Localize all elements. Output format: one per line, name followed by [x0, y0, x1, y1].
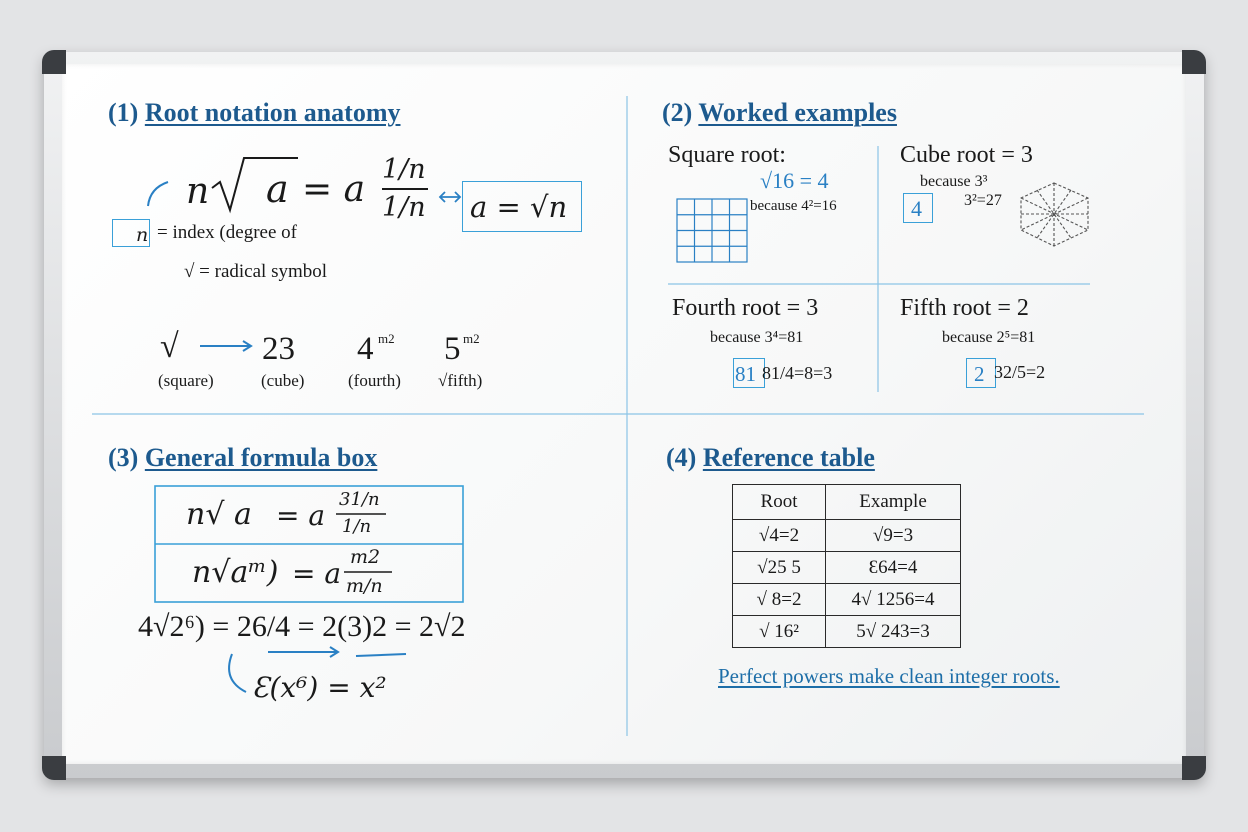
table-header: Root [733, 485, 826, 520]
example-cube-symbol: 23 [262, 331, 295, 367]
formula-row2-eq: = a [292, 557, 342, 590]
example-fifth-symbol: 5 [444, 331, 461, 367]
table-cell: √25 5 [733, 552, 826, 584]
table-cell: 4√ 1256=4 [826, 584, 961, 616]
section-title: Reference table [702, 443, 875, 472]
fifth-root-check: 32/5=2 [994, 362, 1046, 382]
fourth-root-because: because 3⁴=81 [710, 329, 804, 346]
square-root-title: Square root: [668, 142, 786, 168]
formula-row2-numerator: m2 [350, 546, 381, 568]
fifth-root-because: because 2⁵=81 [942, 329, 1036, 346]
section-title: Worked examples [698, 98, 897, 127]
example-fourth-superscript: m2 [378, 331, 395, 346]
example-fifth-superscript: m2 [463, 331, 480, 346]
formula-row1-denominator: 1/n [342, 516, 372, 537]
fourth-root-title: Fourth root = 3 [672, 295, 819, 321]
section-number: (1) [108, 98, 139, 127]
table-row [733, 552, 961, 584]
formula-row2-denominator: m/n [346, 575, 383, 597]
section-number: (3) [108, 443, 139, 472]
fourth-root-check: 81/4=8=3 [762, 363, 833, 383]
table-cell: √ 16² [733, 616, 826, 648]
formula-row2-lhs: n√aᵐ) [192, 555, 279, 590]
fifth-answer: 2 [974, 362, 985, 386]
section-number: (4) [666, 443, 697, 472]
section-title: General formula box [144, 443, 378, 472]
reference-table [732, 484, 961, 648]
cube-root-title: Cube root = 3 [900, 142, 1033, 168]
table-cell: √9=3 [826, 520, 961, 552]
table-header-row [733, 485, 961, 520]
example-cube-label: (cube) [261, 371, 305, 390]
boxed-formula: a = √n [470, 190, 568, 224]
table-cell: 5√ 243=3 [826, 616, 961, 648]
fraction-numerator: 1/n [382, 154, 426, 185]
section-3-heading [108, 445, 377, 471]
section-1-heading [108, 100, 401, 126]
section-2-heading [662, 100, 897, 126]
table-cell: √4=2 [733, 520, 826, 552]
formula-radicand: a [266, 167, 289, 211]
section-number: (2) [662, 98, 693, 127]
index-label: = index (degree of [157, 222, 297, 243]
formula-row1-numerator: 31/n [339, 489, 380, 510]
cube-answer: 4 [911, 196, 922, 221]
index-symbol: n [136, 224, 149, 246]
example-fourth-symbol: 4 [357, 331, 374, 367]
cube-root-check: 3²=27 [964, 192, 1002, 209]
section-4-heading [666, 445, 875, 471]
table-row [733, 584, 961, 616]
example-square-label: (square) [158, 371, 214, 390]
radical-label: √ = radical symbol [184, 261, 328, 282]
square-root-equation: √16 = 4 [760, 168, 829, 193]
worked-formula-line: 4√2⁶) = 26/4 = 2(3)2 = 2√2 [138, 610, 466, 643]
table-row [733, 520, 961, 552]
table-cell: Ɛ64=4 [826, 552, 961, 584]
formula-row1-eq: = a [276, 499, 326, 532]
example-fifth-label: √fifth) [438, 371, 483, 390]
reference-note: Perfect powers make clean integer roots. [718, 664, 1060, 688]
fourth-answer: 81 [735, 362, 756, 386]
example-square-symbol: √ [160, 328, 179, 365]
square-root-because: because 4²=16 [750, 198, 837, 214]
formula-index: n [186, 171, 210, 212]
worked-formula-result: Ɛ(x⁶) = x² [252, 671, 387, 704]
fifth-root-title: Fifth root = 2 [900, 295, 1029, 321]
table-row [733, 616, 961, 648]
section-title: Root notation anatomy [144, 98, 401, 127]
formula-row1-lhs: n√ a [186, 497, 252, 532]
cube-root-because: because 3³ [920, 173, 988, 190]
table-header: Example [826, 485, 961, 520]
table-cell: √ 8=2 [733, 584, 826, 616]
formula-equals: = a [302, 169, 366, 210]
example-fourth-label: (fourth) [348, 371, 401, 390]
fraction-denominator: 1/n [382, 192, 426, 223]
